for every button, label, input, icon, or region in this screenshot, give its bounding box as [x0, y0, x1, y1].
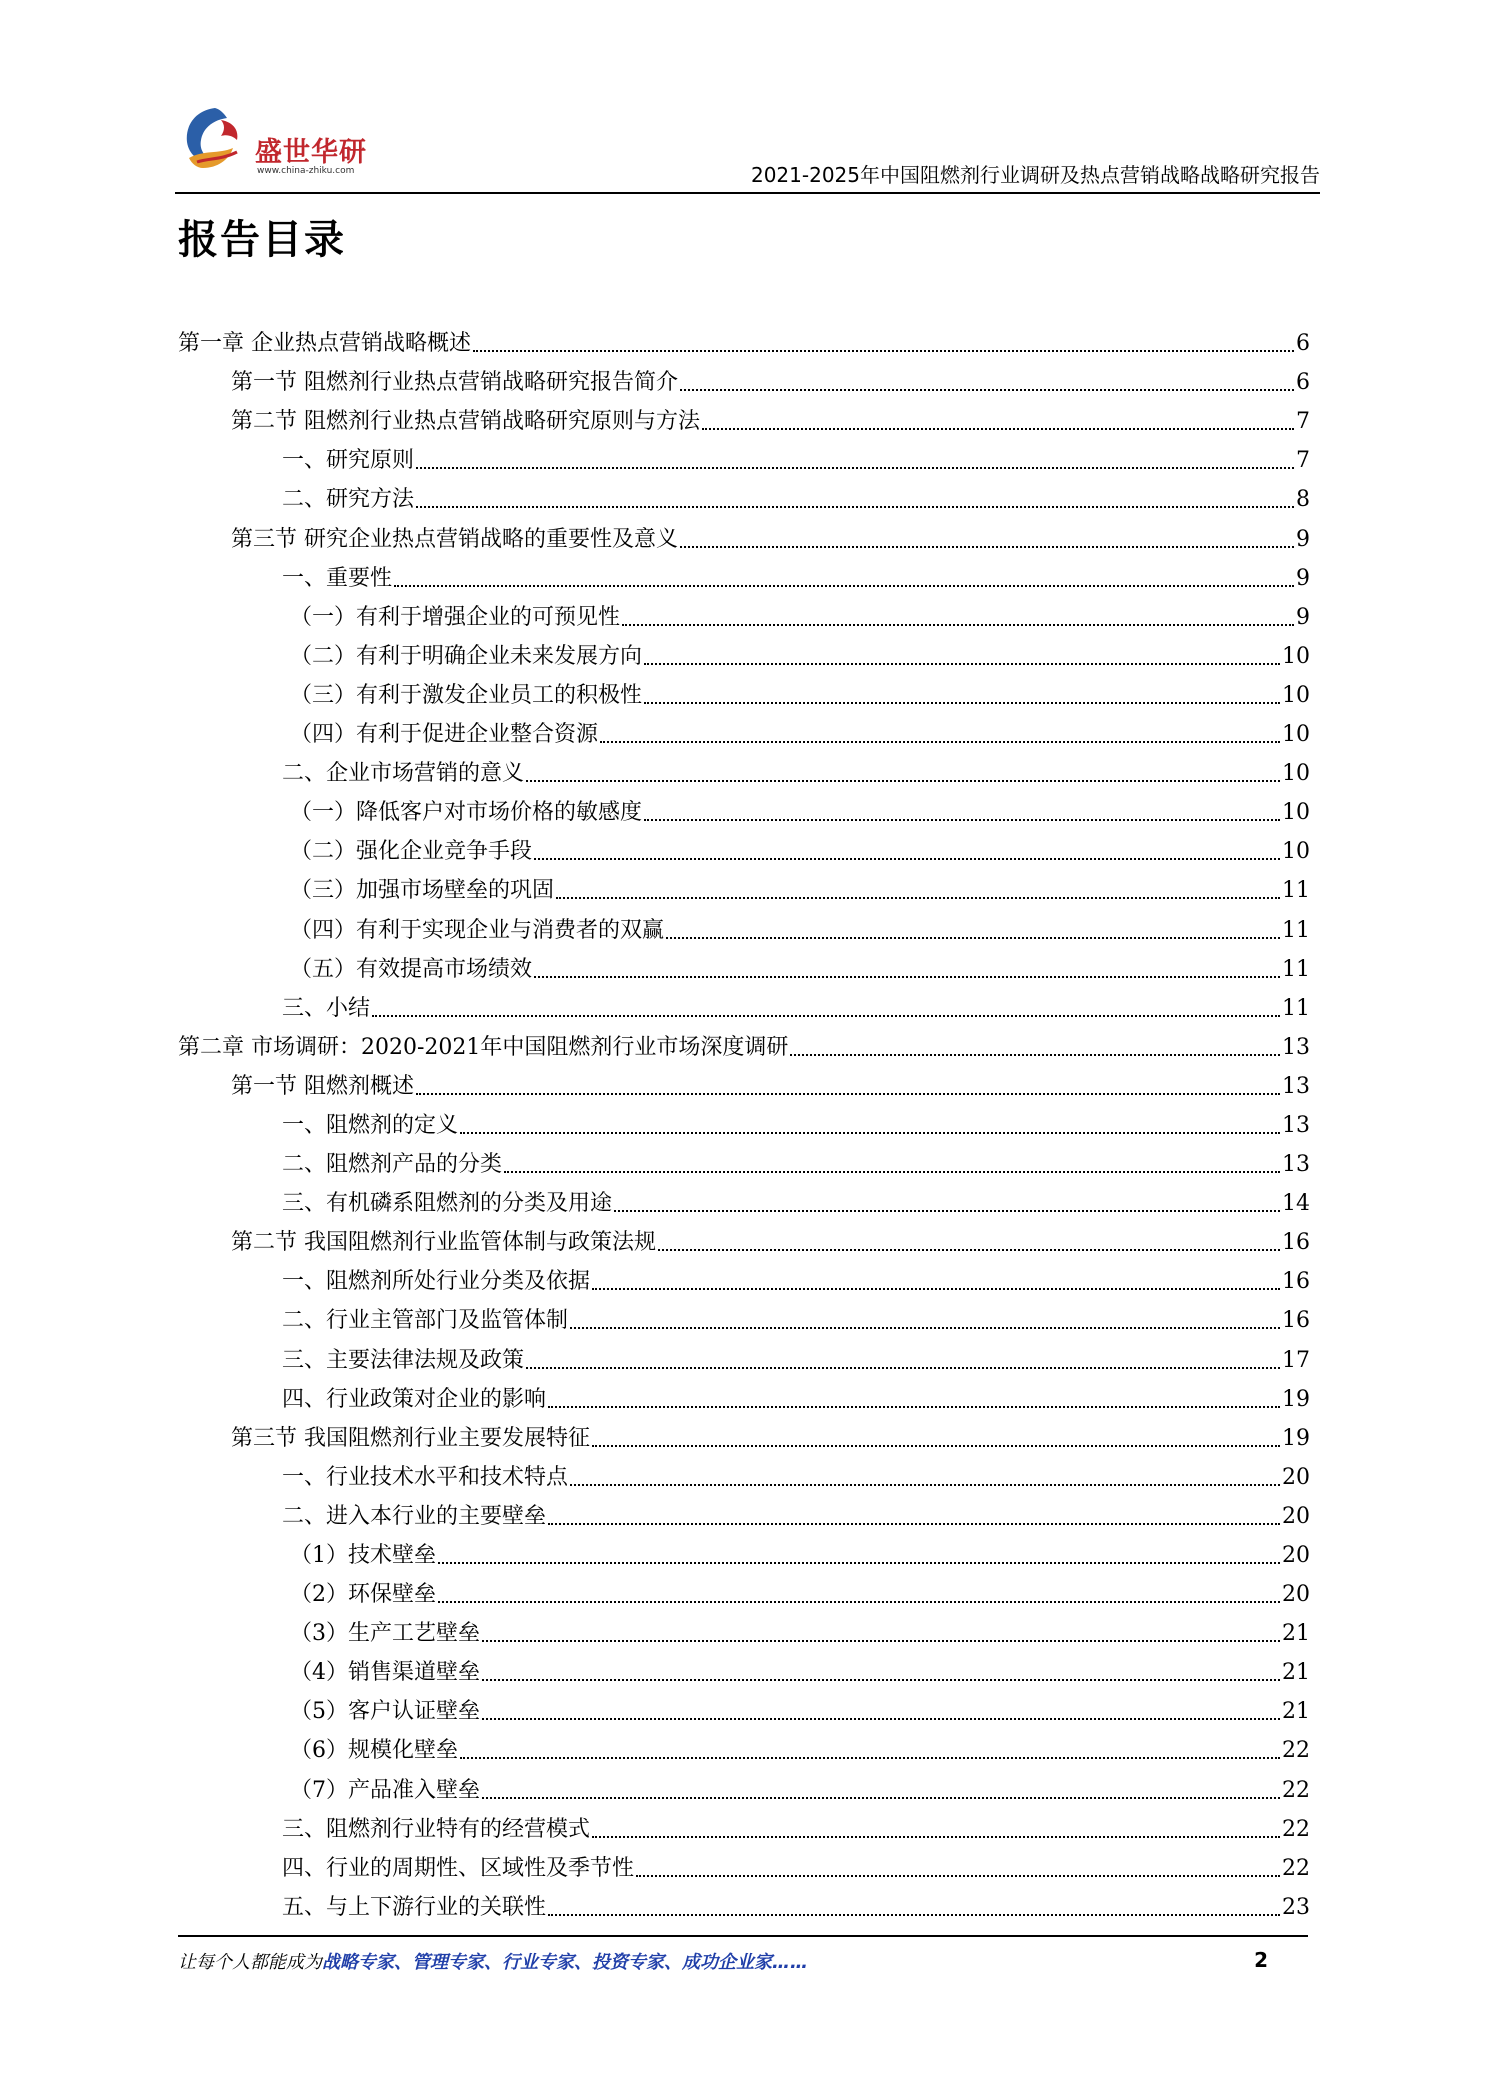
toc-dot-leader	[548, 1406, 1280, 1408]
toc-entry-label: 三、有机磷系阻燃剂的分类及用途	[282, 1191, 613, 1217]
toc-entry[interactable]	[178, 1690, 1310, 1729]
toc-entry-page: 6	[1296, 370, 1310, 396]
toc-entry[interactable]	[178, 1221, 1310, 1260]
toc-entry[interactable]	[178, 987, 1310, 1026]
toc-entry-page: 21	[1282, 1699, 1310, 1725]
toc-entry[interactable]	[178, 1182, 1310, 1221]
toc-entry[interactable]	[178, 869, 1310, 908]
toc-entry[interactable]	[178, 322, 1310, 361]
toc-entry-label: （一）降低客户对市场价格的敏感度	[290, 800, 643, 826]
toc-entry[interactable]	[178, 635, 1310, 674]
toc-dot-leader	[636, 1875, 1280, 1877]
toc-entry-label: （3）生产工艺壁垒	[290, 1621, 480, 1647]
toc-dot-leader	[526, 780, 1280, 782]
toc-entry-page: 13	[1282, 1112, 1310, 1138]
toc-entry[interactable]	[178, 400, 1310, 439]
toc-dot-leader	[473, 350, 1294, 352]
toc-dot-leader	[416, 1093, 1280, 1095]
toc-entry[interactable]	[178, 1768, 1310, 1807]
toc-dot-leader	[534, 858, 1280, 860]
toc-entry[interactable]	[178, 1651, 1310, 1690]
toc-entry-page: 21	[1282, 1660, 1310, 1686]
toc-entry-page: 22	[1282, 1777, 1310, 1803]
toc-dot-leader	[416, 506, 1294, 508]
toc-entry-page: 10	[1282, 800, 1310, 826]
toc-dot-leader	[372, 1015, 1280, 1017]
toc-entry-label: 二、行业主管部门及监管体制	[282, 1308, 569, 1334]
toc-dot-leader	[658, 1249, 1280, 1251]
toc-entry-label: 第三节 研究企业热点营销战略的重要性及意义	[231, 526, 678, 552]
page-number: 2	[1254, 1948, 1268, 1972]
toc-entry-page: 7	[1296, 448, 1310, 474]
toc-entry[interactable]	[178, 752, 1310, 791]
toc-entry-page: 16	[1282, 1269, 1310, 1295]
toc-entry-page: 20	[1282, 1464, 1310, 1490]
toc-dot-leader	[482, 1718, 1280, 1720]
toc-entry-label: （6）规模化壁垒	[290, 1738, 458, 1764]
toc-entry-page: 8	[1296, 487, 1310, 513]
toc-entry[interactable]	[178, 478, 1310, 517]
toc-dot-leader	[702, 428, 1294, 430]
toc-dot-leader	[416, 467, 1294, 469]
toc-dot-leader	[460, 1132, 1280, 1134]
toc-dot-leader	[556, 897, 1280, 899]
toc-entry-page: 22	[1282, 1738, 1310, 1764]
toc-entry[interactable]	[178, 948, 1310, 987]
toc-dot-leader	[482, 1679, 1280, 1681]
toc-dot-leader	[460, 1757, 1280, 1759]
toc-entry-page: 16	[1282, 1230, 1310, 1256]
toc-dot-leader	[534, 976, 1280, 978]
toc-dot-leader	[592, 1836, 1280, 1838]
toc-entry[interactable]	[178, 908, 1310, 947]
toc-entry-label: 一、阻燃剂所处行业分类及依据	[282, 1269, 591, 1295]
toc-entry[interactable]	[178, 830, 1310, 869]
toc-entry-page: 7	[1296, 409, 1310, 435]
toc-entry[interactable]	[178, 713, 1310, 752]
toc-entry[interactable]	[178, 439, 1310, 478]
toc-entry[interactable]	[178, 1143, 1310, 1182]
toc-entry-label: （三）加强市场壁垒的巩固	[290, 878, 555, 904]
toc-entry-label: 一、行业技术水平和技术特点	[282, 1464, 569, 1490]
toc-entry[interactable]	[178, 674, 1310, 713]
footer-divider	[178, 1935, 1308, 1937]
toc-entry-page: 10	[1282, 643, 1310, 669]
toc-entry-page: 13	[1282, 1073, 1310, 1099]
toc-entry-label: （二）强化企业竞争手段	[290, 839, 533, 865]
toc-entry-page: 22	[1282, 1855, 1310, 1881]
toc-entry-label: 三、小结	[282, 995, 371, 1021]
toc-dot-leader	[548, 1523, 1280, 1525]
toc-entry-page: 13	[1282, 1034, 1310, 1060]
toc-dot-leader	[644, 663, 1280, 665]
toc-dot-leader	[680, 389, 1294, 391]
toc-entry-page: 10	[1282, 761, 1310, 787]
toc-entry-label: 第二节 我国阻燃剂行业监管体制与政策法规	[231, 1230, 656, 1256]
toc-entry-label: 四、行业政策对企业的影响	[282, 1386, 547, 1412]
toc-entry-page: 20	[1282, 1543, 1310, 1568]
toc-dot-leader	[438, 1601, 1280, 1603]
toc-entry[interactable]	[178, 557, 1310, 596]
toc-entry-label: 五、与上下游行业的关联性	[282, 1894, 547, 1920]
toc-dot-leader	[600, 741, 1280, 743]
toc-entry-label: 第三节 我国阻燃剂行业主要发展特征	[231, 1425, 590, 1451]
toc-entry[interactable]	[178, 1456, 1310, 1495]
toc-dot-leader	[680, 546, 1294, 548]
toc-dot-leader	[504, 1171, 1280, 1173]
toc-entry-label: 一、阻燃剂的定义	[282, 1112, 459, 1138]
toc-entry-page: 17	[1282, 1347, 1310, 1373]
toc-entry-label: 第一节 阻燃剂行业热点营销战略研究报告简介	[231, 370, 678, 396]
toc-entry[interactable]	[178, 1886, 1310, 1925]
toc-entry[interactable]	[178, 1026, 1310, 1065]
toc-entry-page: 9	[1296, 526, 1310, 552]
toc-entry[interactable]	[178, 1104, 1310, 1143]
toc-dot-leader	[622, 624, 1294, 626]
toc-entry-label: 第二节 阻燃剂行业热点营销战略研究原则与方法	[231, 409, 700, 435]
toc-entry-label: 四、行业的周期性、区域性及季节性	[282, 1855, 635, 1881]
toc-dot-leader	[548, 1914, 1280, 1916]
toc-entry-label: 第一章 企业热点营销战略概述	[178, 331, 471, 357]
logo-name: 盛世华研	[255, 137, 367, 168]
toc-entry[interactable]	[178, 1847, 1310, 1886]
toc-entry-label: 三、主要法律法规及政策	[282, 1347, 525, 1373]
toc-dot-leader	[482, 1797, 1280, 1799]
toc-entry-label: 一、研究原则	[282, 448, 415, 474]
toc-entry[interactable]	[178, 596, 1310, 635]
toc-entry-page: 6	[1296, 331, 1310, 357]
toc-entry-page: 11	[1282, 917, 1310, 943]
toc-entry-page: 19	[1282, 1425, 1310, 1451]
toc-entry-label: （5）客户认证壁垒	[290, 1699, 480, 1725]
toc-entry[interactable]	[178, 1260, 1310, 1299]
toc-dot-leader	[644, 819, 1280, 821]
toc-entry-label: 二、企业市场营销的意义	[282, 761, 525, 787]
toc-entry-label: （四）有利于实现企业与消费者的双赢	[290, 917, 665, 943]
toc-dot-leader	[526, 1367, 1280, 1369]
toc-entry-page: 22	[1282, 1816, 1310, 1842]
toc-dot-leader	[666, 937, 1280, 939]
toc-dot-leader	[644, 702, 1280, 704]
toc-entry[interactable]	[178, 361, 1310, 400]
toc-entry[interactable]	[178, 1065, 1310, 1104]
toc-entry[interactable]	[178, 1534, 1310, 1573]
logo-url: www.china-zhiku.com	[257, 166, 355, 176]
toc-entry-page: 11	[1282, 878, 1310, 904]
toc-entry-page: 10	[1282, 682, 1310, 708]
toc-entry-label: 第一节 阻燃剂概述	[231, 1073, 414, 1099]
toc-entry-label: 三、阻燃剂行业特有的经营模式	[282, 1816, 591, 1842]
toc-entry[interactable]	[178, 517, 1310, 556]
page-footer	[178, 1948, 1268, 1974]
toc-dot-leader	[790, 1054, 1280, 1056]
header-divider	[175, 192, 1320, 194]
toc-entry[interactable]	[178, 1495, 1310, 1534]
toc-entry-label: （五）有效提高市场绩效	[290, 956, 533, 982]
toc-entry[interactable]	[178, 1612, 1310, 1651]
toc-entry-page: 21	[1282, 1621, 1310, 1647]
toc-entry-page: 16	[1282, 1308, 1310, 1334]
toc-entry-page: 20	[1282, 1503, 1310, 1529]
toc-entry-page: 14	[1282, 1191, 1310, 1217]
toc-dot-leader	[592, 1288, 1280, 1290]
report-title: 2021-2025年中国阻燃剂行业调研及热点营销战略战略研究报告	[750, 163, 1320, 187]
toc-entry[interactable]	[178, 1338, 1310, 1377]
toc-entry[interactable]	[178, 1573, 1310, 1612]
toc-entry-label: 二、进入本行业的主要壁垒	[282, 1503, 547, 1529]
logo	[175, 100, 390, 180]
toc-entry-page: 19	[1282, 1386, 1310, 1412]
toc-entry-label: 第二章 市场调研：2020-2021年中国阻燃剂行业市场深度调研	[178, 1034, 789, 1060]
toc-entry-page: 20	[1282, 1582, 1310, 1608]
toc-entry-label: （1）技术壁垒	[290, 1543, 436, 1568]
toc-entry-page: 23	[1282, 1894, 1310, 1920]
toc-entry-page: 10	[1282, 839, 1310, 865]
toc-entry[interactable]	[178, 791, 1310, 830]
toc-entry-page: 11	[1282, 956, 1310, 982]
toc-entry-page: 13	[1282, 1152, 1310, 1178]
toc-dot-leader	[570, 1327, 1280, 1329]
toc-entry-label: （一）有利于增强企业的可预见性	[290, 604, 621, 630]
toc-entry-label: （二）有利于明确企业未来发展方向	[290, 643, 643, 669]
toc-entry[interactable]	[178, 1808, 1310, 1847]
table-of-contents	[178, 322, 1310, 1925]
toc-entry[interactable]	[178, 1417, 1310, 1456]
toc-entry-label: （2）环保壁垒	[290, 1582, 436, 1608]
toc-entry-label: （7）产品准入壁垒	[290, 1777, 480, 1803]
page-header	[175, 100, 1320, 196]
footer-slogan-lead: 让每个人都能成为	[178, 1952, 322, 1973]
toc-dot-leader	[482, 1640, 1280, 1642]
toc-entry[interactable]	[178, 1299, 1310, 1338]
logo-mark-icon	[175, 100, 255, 180]
toc-dot-leader	[438, 1562, 1280, 1564]
toc-entry-label: 一、重要性	[282, 565, 393, 591]
toc-entry-label: （三）有利于激发企业员工的积极性	[290, 682, 643, 708]
toc-entry-label: 二、阻燃剂产品的分类	[282, 1152, 503, 1178]
footer-slogan-highlight: 战略专家、管理专家、行业专家、投资专家、成功企业家……	[322, 1952, 808, 1973]
toc-entry-label: （4）销售渠道壁垒	[290, 1660, 480, 1686]
toc-entry-page: 11	[1282, 995, 1310, 1021]
toc-entry-label: （四）有利于促进企业整合资源	[290, 722, 599, 748]
toc-entry[interactable]	[178, 1378, 1310, 1417]
toc-entry-label: 二、研究方法	[282, 487, 415, 513]
toc-entry[interactable]	[178, 1729, 1310, 1768]
toc-dot-leader	[614, 1210, 1280, 1212]
toc-entry-page: 9	[1296, 604, 1310, 630]
toc-dot-leader	[394, 585, 1294, 587]
toc-dot-leader	[570, 1484, 1280, 1486]
toc-dot-leader	[592, 1445, 1280, 1447]
toc-entry-page: 9	[1296, 565, 1310, 591]
toc-entry-page: 10	[1282, 722, 1310, 748]
page-title: 报告目录	[178, 217, 346, 263]
